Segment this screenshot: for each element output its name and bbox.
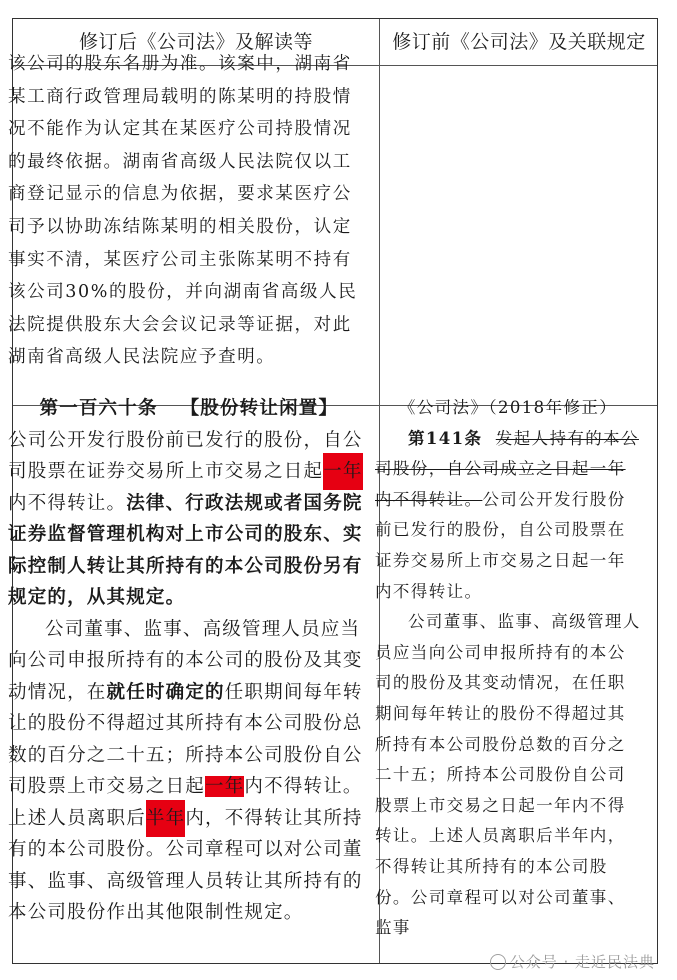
old-article-number: 第141条 — [408, 428, 483, 448]
highlight-one-year: 一年 — [323, 453, 362, 490]
p1-text-b: 内不得转让。 — [8, 492, 127, 514]
article-tag: 【股份转让闲置】 — [180, 398, 339, 419]
old-article-paragraph-2: 公司董事、监事、高级管理人员应当向公司申报所持有的本公司的股份及其变动情况，在任职期间每年转让的股份不得超过其所持有本公司股份总数的百分之二十五；所持本公司股份自公司股票上市交易之日起一年内不得转让。上述人员离职后半年内，不得转让其所持有的本公司股份。公司章程可以对公司董事、监事 — [375, 612, 641, 938]
old-p1-rest: 公司公开发行股份前已发行的股份，自公司股票在证券交易所上市交易之日起一年内不得转让。 — [375, 489, 626, 601]
p1-text-a: 公司公开发行股份前已发行的股份，自公司股票在证券交易所上市交易之日起 — [8, 429, 363, 482]
deleted-text: 发起人持有的本公司股份，自公司成立之日起一年内不得转让。 — [375, 428, 639, 509]
source-law: 《公司法》（2018年修正） — [398, 398, 618, 417]
p2-text-c: 内不得转让。上述人员离职后 — [8, 776, 363, 829]
row2-right-cell — [375, 393, 641, 944]
old-article-paragraph-1 — [375, 424, 641, 608]
p2-text-b: 任职期间每年转让的股份不得超过其所持有本公司股份总数的百分之二十五；所持本公司股份自公司股票上市交易之日起 — [8, 681, 363, 797]
p2-text-a: 公司董事、监事、高级管理人员应当向公司申报所持有的本公司的股份及其变动情况，在 — [8, 618, 363, 703]
header-left: 修订后《公司法》及解读等 — [78, 31, 313, 53]
wechat-icon — [490, 954, 506, 970]
p1-bold-added: 法律、行政法规或者国务院证券监督管理机构对上市公司的股东、实际控制人转让其所持有的本公司股份另有规定的，从其规定。 — [8, 492, 363, 608]
article-heading — [8, 393, 364, 425]
row2-left-cell — [8, 393, 364, 929]
article-paragraph-1 — [8, 425, 364, 614]
header-right: 修订前《公司法》及关联规定 — [392, 31, 646, 53]
watermark — [490, 951, 655, 972]
p2-text-d: 内，不得转让其所持有的本公司股份。公司章程可以对公司董事、监事、高级管理人员转让其所持有的本公司股份作出其他限制性规定。 — [8, 807, 363, 923]
highlight-one-year-2: 一年 — [205, 776, 245, 797]
p2-bold-added: 就任时确定的 — [106, 681, 225, 703]
row1-left-cell — [8, 48, 364, 374]
case-text: 该公司的股东名册为准。该案中，湖南省某工商行政管理局载明的陈某明的持股情况不能作为认定其在某医疗公司持股情况的最终依据。湖南省高级人民法院仅以工商登记显示的信息为依据，要求某医疗公司予以协助冻结陈某明的相关股份，认定事实不清，某医疗公司主张陈某明不持有该公司30%的股份，并向湖南省高级人民法院提供股东大会会议记录等证据，对此湖南省高级人民法院应予查明。 — [8, 54, 358, 368]
highlight-half-year: 半年 — [146, 800, 185, 837]
article-title: 第一百六十条 — [39, 398, 158, 419]
watermark-text: 公众号 · 走近民法典 — [509, 953, 655, 971]
article-paragraph-2 — [8, 614, 364, 929]
